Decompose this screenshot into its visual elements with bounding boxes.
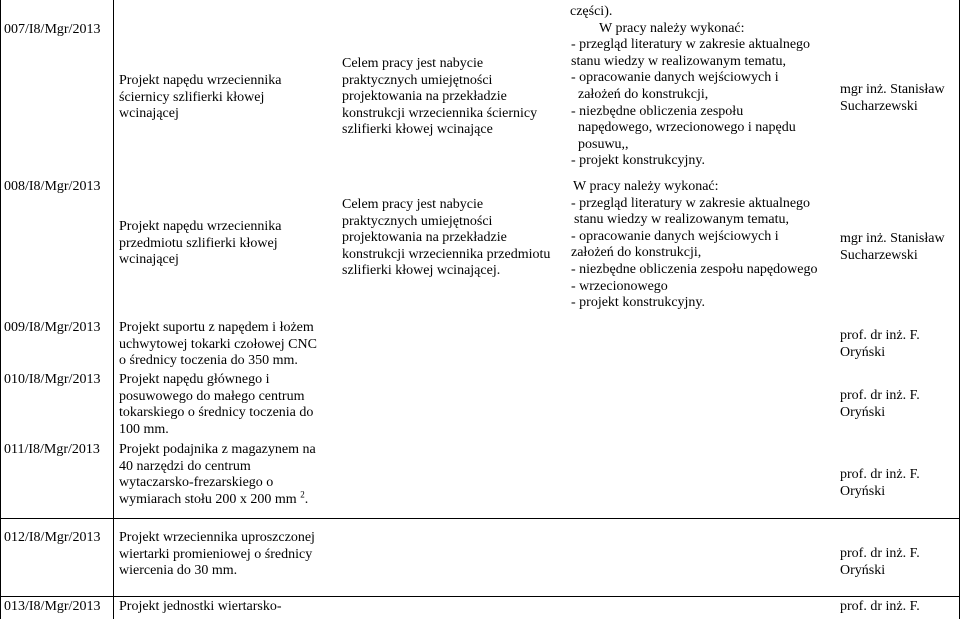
tasks-line: - opracowanie danych wejściowych i <box>571 70 779 86</box>
supervisor-line: Sucharzewski <box>840 247 918 263</box>
tasks-line: posuwu,, <box>578 136 629 152</box>
supervisor-line: mgr inż. Stanisław <box>840 231 945 246</box>
title-line: 40 narzędzi do centrum <box>119 458 251 474</box>
row-supervisor-010 <box>840 388 920 421</box>
aim-line: szlifierki kłowej wcinające <box>342 122 493 138</box>
title-line: 100 mm. <box>119 421 169 437</box>
superscript: 2 <box>300 489 305 500</box>
row-id-011: 011/I8/Mgr/2013 <box>4 442 100 457</box>
tasks-line: W pracy należy wykonać: <box>573 179 719 194</box>
tasks-line: stanu wiedzy w realizowanym tematu, <box>571 53 786 69</box>
tasks-line: - niezbędne obliczenia zespołu <box>571 103 744 119</box>
row-title-010 <box>119 372 313 438</box>
row-supervisor-009 <box>840 328 920 361</box>
title-line: wytaczarsko-frezarskiego o <box>119 475 274 491</box>
aim-line: praktycznych umiejętności <box>342 72 493 88</box>
tasks-line: W pracy należy wykonać: <box>599 20 745 36</box>
tasks-line: napędowego, wrzecionowego i napędu <box>578 120 796 136</box>
row-id-008: 008/I8/Mgr/2013 <box>4 179 101 194</box>
tasks-line: - niezbędne obliczenia zespołu napędowego <box>571 261 818 277</box>
row-id-010: 010/I8/Mgr/2013 <box>4 372 101 387</box>
tasks-line: - projekt konstrukcyjny. <box>571 153 706 169</box>
tasks-line: - przegląd literatury w zakresie aktualnego <box>571 37 811 53</box>
aim-line: projektowania na przekładzie <box>342 89 507 105</box>
row-tasks-008 <box>571 179 817 312</box>
tasks-line: - opracowanie danych wejściowych i <box>571 228 779 244</box>
row-supervisor-007 <box>840 82 945 115</box>
row-divider <box>0 596 960 597</box>
aim-line: Celem pracy jest nabycie <box>342 197 484 212</box>
supervisor-line: Sucharzewski <box>840 98 918 114</box>
title-line: wcinającej <box>119 252 179 268</box>
row-supervisor-013 <box>840 599 920 616</box>
aim-line: szlifierki kłowej wcinającej. <box>342 263 501 279</box>
title-line-text: wymiarach stołu 200 x 200 mm <box>119 491 297 507</box>
aim-line: Celem pracy jest nabycie <box>342 56 484 71</box>
aim-line: praktycznych umiejętności <box>342 213 493 229</box>
row-supervisor-011 <box>840 467 920 500</box>
row-title-008 <box>119 219 282 269</box>
row-title-011 <box>119 442 316 508</box>
title-line: wiertarki promieniowej o średnicy <box>119 546 313 562</box>
title-line: Projekt napędu głównego i <box>119 372 270 387</box>
supervisor-line: Oryński <box>840 483 886 499</box>
title-line: Projekt podajnika z magazynem na <box>119 442 316 457</box>
title-line: Projekt napędu wrzeciennika <box>119 219 282 234</box>
title-line: tokarskiego o średnicy toczenia do <box>119 405 314 421</box>
row-title-007 <box>119 73 282 123</box>
tasks-line: założeń do konstrukcji, <box>571 245 702 261</box>
row-supervisor-008 <box>840 231 945 264</box>
title-line: o średnicy toczenia do 350 mm. <box>119 353 298 369</box>
row-id-012: 012/I8/Mgr/2013 <box>4 530 101 545</box>
row-id-009: 009/I8/Mgr/2013 <box>4 320 101 335</box>
tasks-line: stanu wiedzy w realizowanym tematu, <box>574 212 789 228</box>
tasks-line: - wrzecionowego <box>571 278 668 294</box>
title-line-end: . <box>304 491 309 507</box>
row-title-012 <box>119 530 315 580</box>
row-title-013 <box>119 599 282 616</box>
supervisor-line: prof. dr inż. F. <box>840 599 920 614</box>
tasks-line: - przegląd literatury w zakresie aktualnego <box>571 195 811 211</box>
supervisor-line: Oryński <box>840 344 886 360</box>
title-line: ściernicy szlifierki kłowej <box>119 89 265 105</box>
aim-line: konstrukcji wrzeciennika przedmiotu <box>342 246 551 262</box>
title-line: wcinającej <box>119 106 179 122</box>
tasks-line: założeń do konstrukcji, <box>578 86 709 102</box>
aim-line: konstrukcji wrzeciennika ściernicy <box>342 105 538 121</box>
row-title-009 <box>119 320 317 370</box>
supervisor-line: prof. dr inż. F. <box>840 546 920 561</box>
row-id-007: 007/I8/Mgr/2013 <box>4 22 101 37</box>
title-line: Projekt suportu z napędem i łożem <box>119 320 314 335</box>
table-border-left <box>0 0 1 619</box>
tasks-line: - projekt konstrukcyjny. <box>571 295 706 311</box>
title-line: uchwytowej tokarki czołowej CNC <box>119 336 317 352</box>
supervisor-line: Oryński <box>840 404 886 420</box>
row-id-013: 013/I8/Mgr/2013 <box>4 599 101 614</box>
tasks-line: części). <box>570 4 613 19</box>
title-line: przedmiotu szlifierki kłowej <box>119 235 278 251</box>
column-divider <box>113 0 114 619</box>
row-aim-008 <box>342 197 550 280</box>
supervisor-line: Oryński <box>840 562 886 578</box>
title-line: wiercenia do 30 mm. <box>119 563 238 579</box>
row-aim-007 <box>342 56 537 139</box>
title-line: Projekt wrzeciennika uproszczonej <box>119 530 315 545</box>
supervisor-line: prof. dr inż. F. <box>840 328 920 343</box>
row-supervisor-012 <box>840 546 920 579</box>
title-line <box>119 489 316 509</box>
title-line: Projekt napędu wrzeciennika <box>119 73 282 88</box>
row-tasks-007 <box>571 4 810 170</box>
row-divider <box>0 518 960 519</box>
title-line: Projekt jednostki wiertarsko- <box>119 599 282 614</box>
supervisor-line: mgr inż. Stanisław <box>840 82 945 97</box>
supervisor-line: prof. dr inż. F. <box>840 467 920 482</box>
supervisor-line: prof. dr inż. F. <box>840 388 920 403</box>
aim-line: projektowania na przekładzie <box>342 230 507 246</box>
title-line: posuwowego do małego centrum <box>119 388 305 404</box>
